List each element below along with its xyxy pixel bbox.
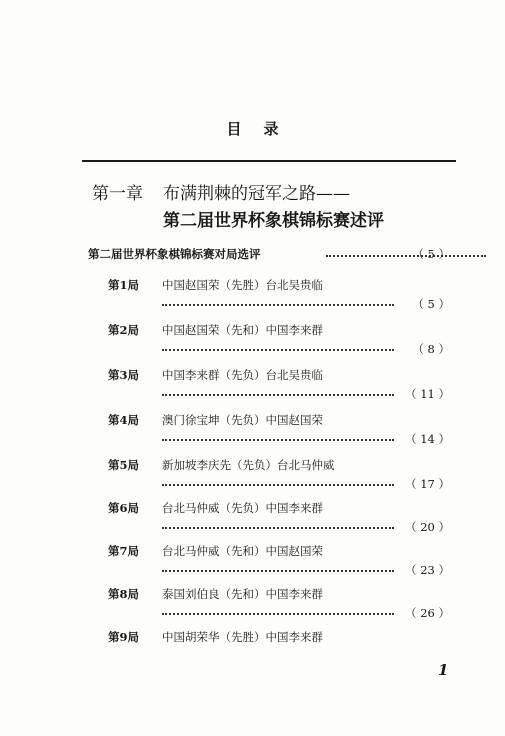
game-entry[interactable]	[108, 412, 450, 456]
game-label: 第7局	[108, 544, 140, 558]
game-label: 第4局	[108, 413, 140, 427]
game-entry[interactable]	[108, 322, 450, 366]
dot-leader	[162, 349, 394, 351]
game-entry[interactable]	[108, 277, 450, 321]
game-page: （ 14 ）	[405, 432, 450, 446]
dot-leader	[162, 570, 394, 572]
chapter-heading	[92, 179, 350, 204]
game-match: 台北马仲威（先负）中国李来群	[162, 501, 323, 515]
game-match: 中国赵国荣（先胜）台北吴贵临	[162, 278, 323, 292]
game-label: 第3局	[108, 368, 140, 382]
game-label: 第8局	[108, 587, 140, 601]
dot-leader	[162, 613, 394, 615]
game-entry[interactable]	[108, 500, 450, 544]
game-page: （ 11 ）	[405, 387, 450, 401]
game-page: （ 20 ）	[405, 520, 450, 534]
chapter-subtitle: 第二届世界杯象棋锦标赛述评	[163, 211, 384, 231]
game-match: 新加坡李庆先（先负）台北马仲威	[162, 458, 335, 472]
dot-leader	[162, 527, 394, 529]
page-number: 1	[438, 661, 449, 679]
section-title: 第二届世界杯象棋锦标赛对局选评	[88, 247, 261, 261]
dot-leader	[162, 439, 394, 441]
game-page: （ 5 ）	[412, 297, 450, 311]
game-label: 第2局	[108, 323, 140, 337]
section-page: （ 5 ）	[412, 247, 450, 261]
game-label: 第6局	[108, 501, 140, 515]
game-entry[interactable]	[108, 586, 450, 630]
game-entry[interactable]	[108, 367, 450, 411]
title-rule	[82, 160, 456, 162]
game-label: 第9局	[108, 630, 140, 644]
chapter-title: 布满荆棘的冠军之路——	[163, 184, 350, 204]
game-entry[interactable]	[108, 629, 450, 649]
game-page: （ 8 ）	[412, 342, 450, 356]
game-page: （ 23 ）	[405, 563, 450, 577]
game-match: 中国赵国荣（先和）中国李来群	[162, 323, 323, 337]
game-page: （ 26 ）	[405, 606, 450, 620]
dot-leader	[162, 484, 394, 486]
game-match: 中国胡荣华（先胜）中国李来群	[162, 630, 323, 644]
dot-leader	[162, 304, 394, 306]
game-match: 泰国刘伯良（先和）中国李来群	[162, 587, 323, 601]
game-label: 第5局	[108, 458, 140, 472]
chapter-number: 第一章	[92, 184, 143, 204]
game-page: （ 17 ）	[405, 477, 450, 491]
game-match: 澳门徐宝坤（先负）中国赵国荣	[162, 413, 323, 427]
section-entry[interactable]	[88, 246, 450, 264]
game-label: 第1局	[108, 278, 140, 292]
game-entry[interactable]	[108, 543, 450, 587]
game-match: 台北马仲威（先和）中国赵国荣	[162, 544, 323, 558]
dot-leader	[162, 394, 394, 396]
game-entry[interactable]	[108, 457, 450, 501]
game-match: 中国李来群（先负）台北吴贵临	[162, 368, 323, 382]
page-title: 目录	[226, 120, 301, 138]
